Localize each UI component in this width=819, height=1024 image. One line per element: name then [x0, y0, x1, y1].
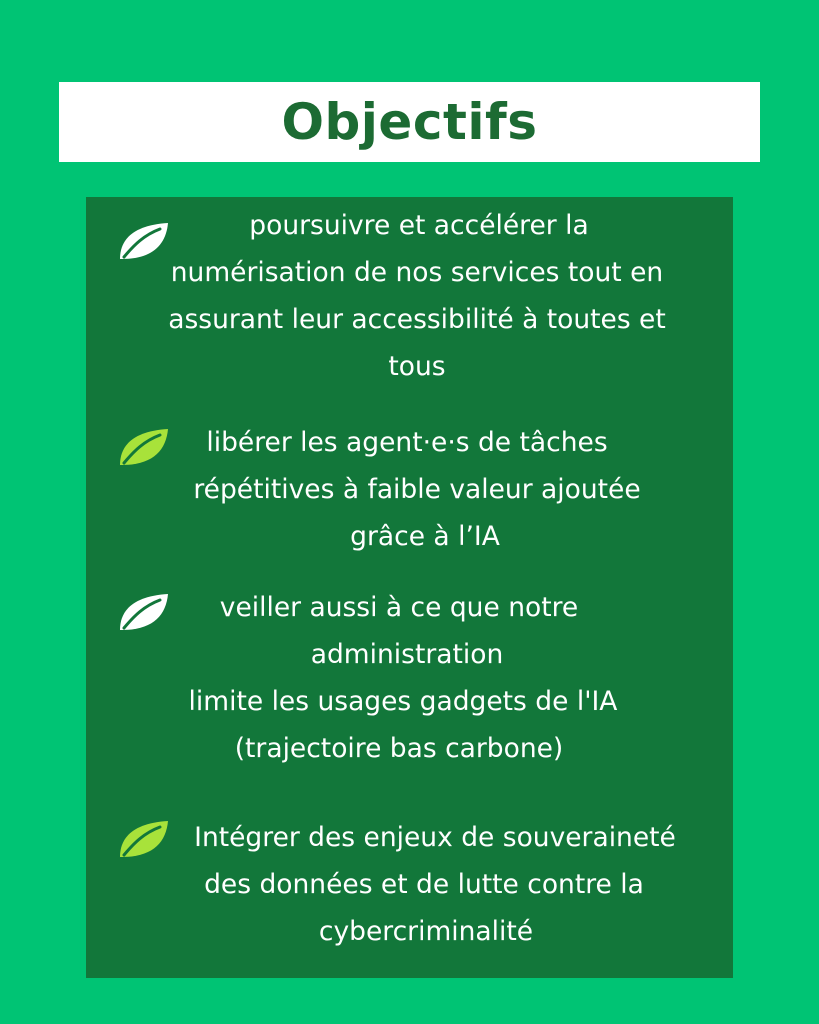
objective-line: répétitives à faible valeur ajoutée: [193, 474, 641, 505]
title-banner: [59, 82, 760, 162]
objective-line: limite les usages gadgets de l'IA: [188, 686, 618, 717]
objective-line: libérer les agent·e·s de tâches: [206, 427, 608, 458]
objective-line: numérisation de nos services tout en: [170, 257, 664, 288]
objective-line: cybercriminalité: [318, 916, 534, 947]
objectives-panel: [86, 197, 733, 978]
objective-text: [112, 419, 722, 560]
objective-line: (trajectoire bas carbone): [234, 733, 564, 764]
objective-text: [112, 202, 722, 390]
objective-line: assurant leur accessibilité à toutes et: [168, 304, 666, 335]
objective-line: administration: [310, 639, 504, 670]
objective-line: des données et de lutte contre la: [204, 869, 644, 900]
objective-line: Intégrer des enjeux de souveraineté: [194, 822, 676, 853]
objective-line: tous: [388, 351, 446, 382]
objective-line: poursuivre et accélérer la: [249, 210, 589, 241]
objective-line: grâce à l’IA: [350, 521, 500, 552]
objective-line: veiller aussi à ce que notre: [219, 592, 579, 623]
objective-text: [112, 814, 722, 955]
page-title: Objectifs: [281, 93, 538, 151]
objective-text: [112, 584, 722, 772]
